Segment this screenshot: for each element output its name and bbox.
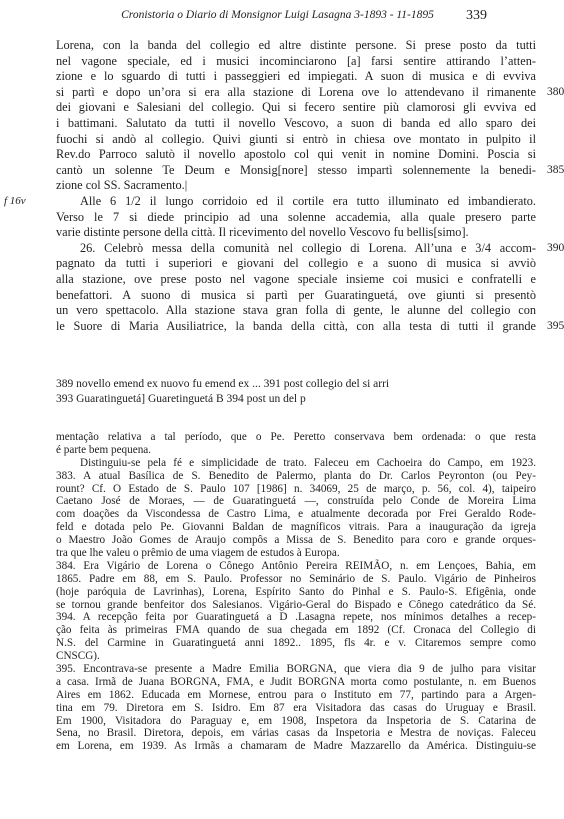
text-line xyxy=(56,225,536,241)
footnote-line: é parte bem pequena. xyxy=(56,443,152,456)
footnote-line: Em 1900, Visitadora do Paraguay e, em 1908, Inspetora da Inspetoria de S. Catarina de xyxy=(56,714,536,727)
text-line-content: benefattori. A suono di musica si partì per Guaratinguetá, ove giunti si presentò xyxy=(56,287,536,302)
text-line xyxy=(56,116,536,132)
line-number: 390 xyxy=(547,241,564,254)
text-line-content: dei giovani e Salesiani del collegio. Qui si fecero sentire più clamorosi gli evviva ed xyxy=(56,100,536,115)
text-line-content: si partì e dopo un’ora si era alla stazione di Lorena ove lo attendevano il rimanente xyxy=(56,84,536,99)
footnote-line: a casa. Irmã de Juana BORGNA, FMA, e Judit BORGNA morta como postulante, n. em Buenos xyxy=(56,675,536,688)
text-line xyxy=(56,256,536,272)
text-line-content: cantò un solenne Te Deum e Monsig[nore] stesso impartì solennemente la benedi- xyxy=(56,162,536,177)
footnote-line: feld e dotada pelo Pe. Giovanni Baldan de magníficos vitrais. Para a inauguração da igreja xyxy=(56,521,536,534)
text-line-content: 26. Celebrò messa della comunità nel collegio di Lorena. All’una e 3/4 accom- xyxy=(80,240,536,255)
text-line xyxy=(56,84,564,101)
text-line-content: fuochi si andò al collegio. Quivi giunti si entrò in chiesa ove montato in pulpito il xyxy=(56,131,536,146)
footnote-line: mentação relativa a tal período, que o Pe. Peretto conservava bem ordenada: o que resta xyxy=(56,431,536,443)
footnote-line: (hoje paróquia de Lavrinhas), Lorena, Espírito Santo do Pinhal e S. Paulo-S. Efigênia, onde xyxy=(56,585,536,598)
footnote-line: 384. Era Vigário de Lorena o Cônego Antônio Pereira REIMÃO, n. em Lençoes, Bahia, em xyxy=(56,559,536,572)
text-line-content: alla stazione, ove prese posto nel vagone speciale insieme coi musici e confratelli e xyxy=(56,271,536,286)
footnote-line: se tornou grande benfeitor dos Salesianos. Vigário-Geral do Bispado e Cônego catedrático da Sé. xyxy=(56,598,536,611)
footnote-line: 394. A recepção feita por Guaratinguetá a D .Lasagna repete, nos mínimos detalhes a recep- xyxy=(56,611,536,624)
footnote-line: o Maestro João Gomes de Araujo compôs a Missa de S. Benedito para coro e grande orques- xyxy=(56,534,536,547)
text-line-content: Verso le 7 si diede principio ad una solenne accademia, alla quale presero parte xyxy=(56,209,536,224)
text-line xyxy=(56,272,536,288)
text-line-content: Lorena, con la banda del collegio ed altre distinte persone. Si prese posto da tutti xyxy=(56,38,536,52)
footnote-line: N.S. del Carmine in Guaratinguetá anni 1892.. 1895, fls 4r. e v. Citaremos sempre como xyxy=(56,637,536,650)
footnotes xyxy=(56,431,536,753)
footnote-line: Distinguiu-se pela fé e simplicidade de trato. Faleceu em Cachoeira do Campo, em 1923. xyxy=(80,456,536,469)
text-line-content: le Suore di Maria Ausiliatrice, la banda della città, con alla testa di tutti il grande xyxy=(56,318,536,333)
text-line-content: zione col SS. Sacramento.| xyxy=(56,178,188,193)
running-title: Cronistoria o Diario di Monsignor Luigi Lasagna 3-1893 - 11-1895 xyxy=(121,9,434,21)
text-line-content: zione e lo sguardo di tutti i passeggieri ed impiegati. A suon di musica e di evviva xyxy=(56,69,536,84)
text-line xyxy=(56,178,536,194)
critical-apparatus xyxy=(56,377,536,407)
main-text xyxy=(4,38,564,334)
text-line xyxy=(56,162,564,179)
text-line xyxy=(56,100,536,116)
text-line-content: varie distinte persone della città. Il ricevimento del novello Vescovo fu bellis[simo]. xyxy=(56,225,469,240)
footnote-line: tina em 79. Diretora em S. Isidro. Em 87 era Visitadora das casas do Uruguay e Brasil. xyxy=(56,701,536,714)
text-line-content: pagnato da tutti i superiori e giovani del collegio e a suono di musica si avviò xyxy=(56,256,536,271)
text-line xyxy=(4,193,536,210)
text-line xyxy=(56,147,536,163)
text-line xyxy=(56,38,536,54)
page-number: 339 xyxy=(466,8,487,23)
footnote-line: CNSCG). xyxy=(56,650,100,663)
text-line-content: Alle 6 1/2 il lungo corridoio ed il cortile era tutto illuminato ed imbandierato. xyxy=(80,193,536,208)
text-line xyxy=(56,288,536,304)
apparatus-line: 393 Guaratinguetá] Guaretinguetá B 394 post un del p xyxy=(56,393,306,405)
text-line xyxy=(56,54,536,70)
text-line xyxy=(56,303,536,319)
footnote-line: rount? Cf. O Estado de S. Paulo 107 [1986] n. 34069, 25 de março, p. 56, col. 4), taipeiro xyxy=(56,482,536,495)
footnote-line: tra que lhe valeu o prêmio de uma viagem de estudos à Europa. xyxy=(56,547,340,560)
text-line xyxy=(56,318,564,335)
folio-marker: f 16v xyxy=(4,194,26,207)
text-line xyxy=(56,240,564,257)
footnote-line: Sena, no Brasil. Diretora, depois, em várias casas da Inspetoria e Mestra de noviças. Faleceu xyxy=(56,727,536,740)
text-line-content: Rev.do Parroco salutò il novello apostolo col qui venit in nomine Domini. Poscia si xyxy=(56,147,536,162)
footnote-line: com doações da Viscondessa de Castro Lima, e atualmente decorada por Frei Geraldo Rode- xyxy=(56,508,536,521)
line-number: 385 xyxy=(547,163,564,176)
footnote-line: em Lorena, em 1939. As Irmãs a chamaram de Madre Mazzarello da América. Distinguiu-se xyxy=(56,740,536,753)
text-line-content: un vero spettacolo. Alla stazione stava gran folla di gente, le alunne del collegio con xyxy=(56,303,536,318)
footnote-line: Caetano José de Moraes, — de Guaratinguetá —, construída pelo Conde de Moreira Lima xyxy=(56,495,536,508)
footnote-line: Aires em 1862. Educada em Mornese, entrou para o Instituto em 77, partindo para a Argen- xyxy=(56,688,536,701)
apparatus-line: 389 novello emend ex nuovo fu emend ex ... 391 post collegio del si arri xyxy=(56,378,390,390)
line-number: 380 xyxy=(547,85,564,98)
text-line xyxy=(56,132,536,148)
line-number: 395 xyxy=(547,319,564,332)
footnote-line: 395. Encontrava-se presente a Madre Emilia BORGNA, que viera dia 9 de julho para visitar xyxy=(56,663,536,676)
footnote-line: 1865. Padre em 88, em S. Paulo. Professor no Seminário de S. Paulo. Vigário de Pinheiros xyxy=(56,572,536,585)
text-line-content: nel vagone speciale, ed i musici incominciarono [a] farsi sentire attirando l’atten- xyxy=(56,53,536,68)
text-line xyxy=(56,69,536,85)
footnote-line: ção feita às primeiras FMA quando de sua chegada em 1892 (Cf. Cronaca del Collegio di xyxy=(56,624,536,637)
text-line-content: i battimani. Salutato da tutti il novello Vescovo, a suon di banda ed allo sparo dei xyxy=(56,115,536,130)
footnote-line: 383. A atual Basílica de S. Benedito de Palermo, planta do Dr. Carlos Peyronton (ou Pey- xyxy=(56,469,536,482)
text-line xyxy=(56,210,536,226)
